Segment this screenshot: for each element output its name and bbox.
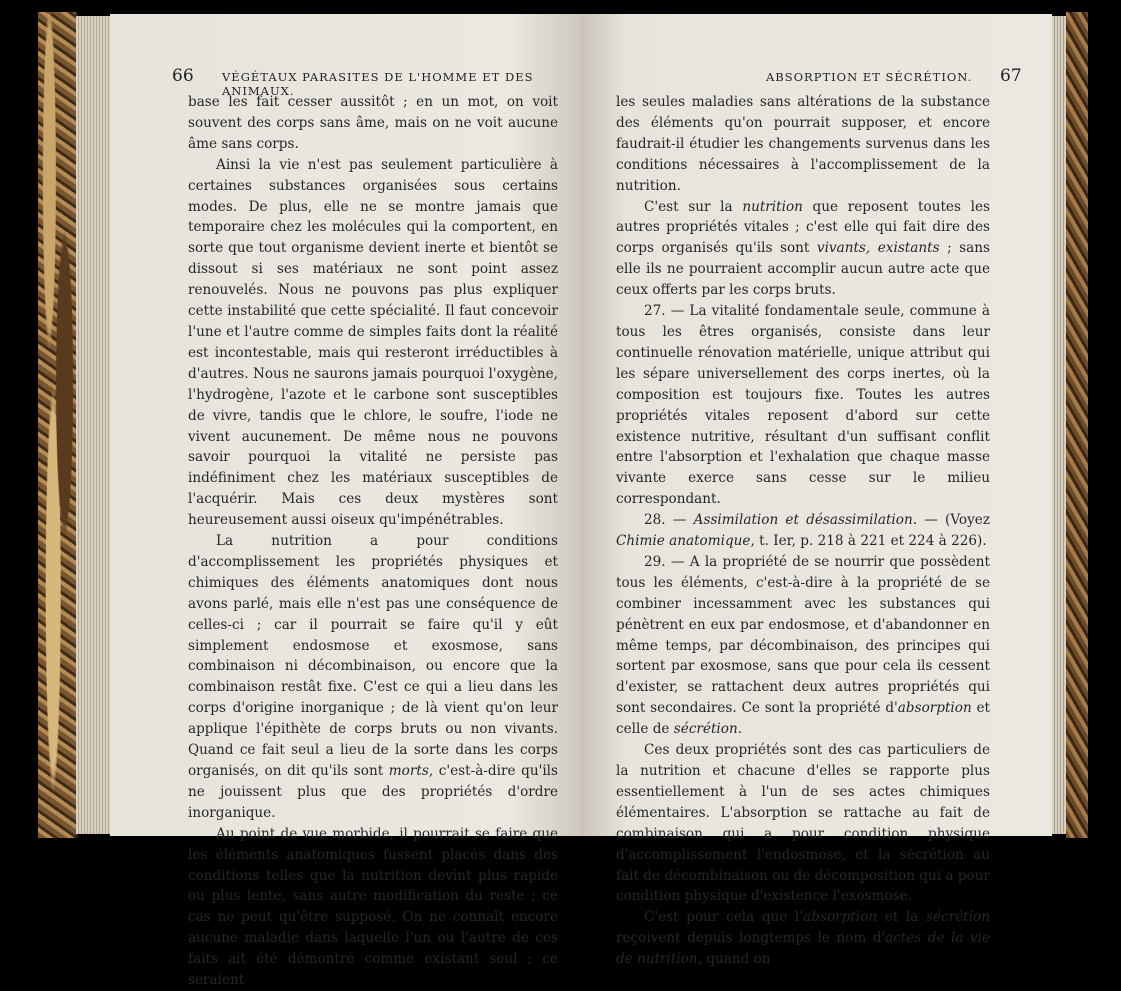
right-paragraph bbox=[616, 740, 990, 907]
text-run: et celle de bbox=[616, 700, 990, 738]
right-paragraph bbox=[616, 552, 990, 740]
italic-text: absorption bbox=[897, 700, 972, 717]
right-page bbox=[580, 14, 1052, 968]
text-run: La nutrition a pour conditions d'accomplissement les propriétés physiques et chimiques des éléments anatomiques dont nous avons parlé, mais elle n'est pas une conséquence de celles-ci ; car il pourrait se faire qu'il y eût simplement endosmose et exosmose, sans combinaison ni décombinaison, ou encore que la combinaison restât fixe. C'est ce qui a lieu dans les corps d'origine inorganique ; de là vient qu'on leur applique l'épithète de corps bruts ou non vivants. Quand ce fait seul a lieu de la sorte dans les corps organisés, on dit qu'ils sont bbox=[188, 533, 558, 779]
italic-text: vivants, existants bbox=[816, 240, 940, 257]
italic-text: absorption bbox=[803, 909, 878, 926]
italic-text: morts bbox=[388, 763, 429, 779]
right-page-number: 67 bbox=[1000, 66, 1022, 86]
text-run: les seules maladies sans altérations de la substance des éléments qu'on pourrait supposer, et encore faudrait-il étudier les changements survenus dans les conditions nécessaires à l'accomplissement de la nutrition. bbox=[616, 94, 990, 194]
text-run: que reposent toutes les autres propriétés vitales ; c'est elle qui fait dire des corps organisés qu'ils sont bbox=[616, 198, 990, 257]
right-paragraph bbox=[616, 907, 990, 970]
text-run: 28. — bbox=[644, 512, 694, 529]
text-run: . bbox=[737, 721, 743, 738]
text-run: Ces deux propriétés sont des cas particuliers de la nutrition et chacune d'elles se rapporte plus essentiellement à l'un de ses actes chimiques élémentaires. L'absorption se rattache au fait de combinaison qui a pour condition physique d'accomplissement l'endosmose, et la sécrétion au fait de décombinaison ou de décomposition qui a pour condition physique d'existence l'exosmose. bbox=[616, 742, 990, 905]
left-page bbox=[110, 14, 580, 989]
text-run: reçoivent depuis longtemps le nom d' bbox=[616, 930, 886, 947]
page-edges-right bbox=[1052, 16, 1066, 834]
marbled-cover-right bbox=[1066, 12, 1088, 838]
right-paragraph bbox=[616, 301, 990, 510]
right-paragraph bbox=[616, 92, 990, 197]
text-run: ; sans elle ils ne pourraient accomplir aucun autre acte que ceux offerts par les corps bruts. bbox=[616, 240, 990, 299]
right-running-head: ABSORPTION ET SÉCRÉTION. bbox=[766, 70, 973, 84]
text-run: , c'est-à-dire qu'ils ne jouissent plus que des propriétés d'ordre inorganique. bbox=[188, 763, 558, 821]
text-run: C'est pour cela que l' bbox=[644, 909, 804, 926]
italic-text: actes de la vie de nutrition bbox=[616, 930, 990, 968]
italic-text: sécrétion bbox=[926, 909, 990, 926]
right-body-text bbox=[616, 92, 990, 970]
text-run: , quand on bbox=[697, 951, 771, 968]
left-paragraph bbox=[188, 531, 558, 824]
marbled-cover-left bbox=[38, 12, 78, 838]
left-running-head: VÉGÉTAUX PARASITES DE L'HOMME ET DES ANIMAUX. bbox=[222, 70, 534, 98]
left-paragraph bbox=[188, 155, 558, 531]
text-run: 27. — La vitalité fondamentale seule, commune à tous les êtres organisés, consiste dans leur continuelle rénovation matérielle, unique attribut qui les sépare universellement des corps inertes, où la composition est toujours fixe. Toutes les autres propriétés vitales reposent d'abord sur cette existence nutritive, résultant d'un suffisant conflit entre l'absorption et l'exhalation que chaque masse vivante exerce sans cesse sur le milieu correspondant. bbox=[616, 303, 990, 508]
text-run: C'est sur la bbox=[644, 198, 743, 215]
right-paragraph bbox=[616, 510, 990, 552]
left-paragraph bbox=[188, 92, 558, 155]
left-paragraph bbox=[188, 824, 558, 991]
page-edges-left bbox=[76, 16, 110, 834]
text-run: 29. — A la propriété de se nourrir que possèdent tous les éléments, c'est-à-dire à la propriété de se combiner incessamment avec les substances qui pénètrent en eux par endosmose, et d'abandonner en même temps, par décombinaison, des principes qui sortent par exosmose, sans que pour cela ils cessent d'exister, se rattachent deux autres propriétés qui sont secondaires. Ce sont la propriété d' bbox=[616, 553, 990, 717]
italic-text: Assimilation et désassimilation bbox=[693, 512, 913, 529]
right-paragraph bbox=[616, 197, 990, 302]
text-run: Au point de vue morbide, il pourrait se faire que les éléments anatomiques fussent placés dans des conditions telles que la nutrition devînt plus rapide ou plus lente, sans autre modification du reste ; ce cas ne peut qu'être supposé. On ne connaît encore aucune maladie dans laquelle l'un ou l'autre de ces faits ait été démontré comme existant seul ; ce seraient bbox=[188, 825, 558, 989]
text-run: Ainsi la vie n'est pas seulement particulière à certaines substances organisées sous certains modes. De plus, elle ne se montre jamais que temporaire chez les molécules qui la comportent, en sorte que tout organisme devient inerte et bientôt se dissout si ses matériaux ne sont point assez renouvelés. Nous ne pouvons pas plus expliquer cette instabilité que cette spécialité. Il faut concevoir l'une et l'autre comme de simples faits dont la réalité est incontestable, mais qui resteront irréductibles à d'autres. Nous ne saurons jamais pourquoi l'oxygène, l'hydrogène, l'azote et le carbone sont susceptibles de vivre, tandis que le chlore, le soufre, l'iode ne vivent aucunement. De même nous ne pouvons savoir pourquoi la vitalité ne persiste pas indéfiniment chez les matériaux susceptibles de l'acquérir. Mais ces deux mystères sont heureusement aussi oiseux qu'impénétrables. bbox=[188, 156, 558, 529]
text-run: base les fait cesser aussitôt ; en un mot, on voit souvent des corps sans âme, mais on ne voit aucune âme sans corps. bbox=[188, 94, 558, 152]
italic-text: Chimie anatomique bbox=[616, 533, 751, 550]
italic-text: sécrétion bbox=[673, 721, 738, 738]
left-page-number: 66 bbox=[172, 66, 194, 86]
italic-text: nutrition bbox=[742, 198, 803, 215]
text-run: . — (Voyez bbox=[912, 512, 991, 529]
text-run: , t. Ier, p. 218 à 221 et 224 à 226). bbox=[750, 533, 987, 550]
open-book bbox=[38, 12, 1088, 989]
text-run: et la bbox=[877, 909, 927, 926]
left-body-text bbox=[188, 92, 558, 991]
